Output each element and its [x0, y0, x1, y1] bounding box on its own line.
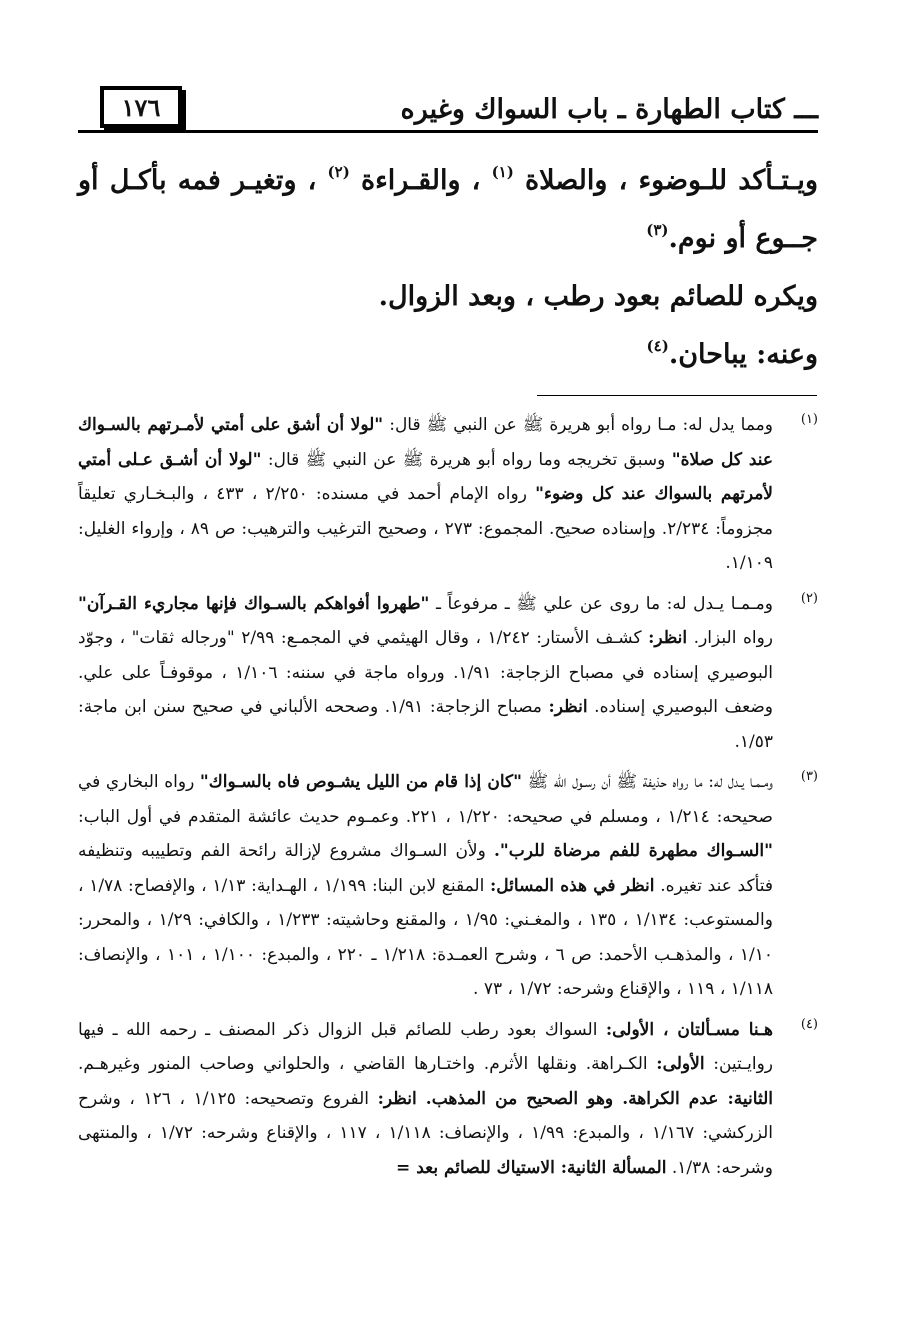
text-span: ومما يدل له: مـا رواه أبو هريرة ﷺ عن النبي ﷺ قال:	[383, 415, 773, 435]
text-span: مصباح الزجاجة: ١/٩١. وصححه الألباني في صحيح سنن ابن ماجة: ١/٥٣.	[78, 697, 773, 752]
text-span: ومـمـا يـدل له: ما روى عن علي ﷺ ـ مرفوعاً ـ	[429, 593, 773, 614]
footnote-2	[78, 587, 818, 760]
text-span: ، والقـراءة	[349, 165, 492, 196]
footnote-ref: (١)	[491, 163, 514, 181]
text-span: يباحان.	[668, 339, 757, 370]
footnote-number: (٣)	[800, 769, 818, 784]
footnote-separator	[537, 395, 817, 396]
text-span: المقنع لابن البنا: ١/١٩٩ ، الهـداية: ١/١٣ ، والإفصاح: ١/٧٨ ، والمستوعب: ١/١٣٤ ، ١٣٥ ، والمغـني: ١/٩٥ ، والمقنع وحاشيته: ١/٢٣٣ ، والكافي: ١/٢٩ ، والمحرر: ١/١٠ ، والمذهـب الأحمد: ص ٦ ، وشرح العمـدة: ١/٢١٨ ـ ٢٢٠ ، والمبدع: ١/١٠٠ ، ١٠١ ، والإنصاف: ١/١١٨ ، ١١٩ ، والإقناع وشرحه: ١/٧٢ ، ٧٣ .	[78, 875, 773, 999]
hadith-quote: "لولا أن أشق على أمتي لأمـرتهم بالسـواك عند كل صلاة"	[78, 415, 774, 470]
text-span: السواك بعود رطب للصائم قبل الزوال ذكر المصنف ـ رحمه الله ـ فيها روايـتين:	[78, 1019, 774, 1074]
text-span: ويـتـأكد للـوضوء ، والصلاة	[513, 165, 818, 196]
running-title: ـــ كتاب الطهارة ـ باب السواك وغيره	[400, 94, 818, 125]
page-header	[78, 84, 818, 144]
text-span: ولأن السـواك مشروع لإزالة رائحة الفم وتطييبه وتنظيفه فتأكد عند تغيره.	[78, 841, 774, 896]
bold-label: انظر:	[548, 697, 588, 717]
text-span: الفروع وتصحيحه: ١/١٢٥ ، ١٢٦ ، وشرح الزركشي: ١/١٦٧ ، والمبدع: ١/٩٩ ، والإنصاف: ١/١١٨ ، ١١٧ ، والإقناع وشرحه: ١/٧٢ ، والمنتهى وشرحه: ١/٣٨.	[78, 1088, 773, 1178]
footnote-text	[78, 587, 773, 760]
opinion-label: وعنه:	[756, 339, 818, 370]
text-span: وسبق تخريجه وما رواه أبو هريرة ﷺ عن النبي ﷺ قال:	[261, 449, 672, 470]
text-span: رواه البخاري في صحيحه: ١/٢١٤ ، ومسلم في صحيحه: ١/٢٢٠ ، ٢٢١. وعمـوم حديث عائشة المتقدم في أول الباب:	[78, 772, 773, 827]
text-span: الكـراهة. ونقلها الأثرم. واختـارها القاضي ، والحلواني وصاحب المنور وغيرهـم.	[78, 1054, 657, 1074]
text-span: رواه الإمام أحمد في مسنده: ٢/٢٥٠ ، ٤٣٣ ، والبـخـاري تعليقاً مجزوماً: ٢/٢٣٤. وإسناده صحيح. المجموع: ٢٧٣ ، وصحيح الترغيب والترهيب: ص ٨٩ ، وإرواء الغليل: ١/١٠٩.	[78, 484, 773, 573]
footnote-text	[78, 408, 773, 581]
footnote-number: (١)	[800, 412, 818, 427]
text-span: رواه البزار.	[687, 628, 773, 648]
footnotes	[78, 408, 818, 1191]
bold-label: هـنا مسـألتان ، الأولى:	[605, 1019, 774, 1040]
footnote-text	[78, 765, 773, 1007]
footnote-ref: (٢)	[327, 163, 350, 181]
footnote-number: (٤)	[800, 1016, 818, 1032]
footnote-1	[78, 408, 818, 581]
hadith-quote: "لولا أن أشـق عـلى أمتي لأمرتهم بالسواك عند كل وضوء"	[78, 449, 773, 504]
paragraph-2: ويكره للصائم بعود رطب ، وبعد الزوال.	[378, 281, 818, 312]
text-span: ، وتغيـر فمه بأكـل أو جــوع أو نوم.	[78, 165, 818, 254]
hadith-quote: "كان إذا قام من الليل يشـوص فاه بالسـواك"	[199, 772, 522, 792]
main-text	[78, 152, 818, 384]
footnote-text	[78, 1013, 773, 1186]
text-span: ومـمـا يـدل له: ما رواه حذيفة ﷺ أن رسـول الله ﷺ	[521, 772, 773, 792]
footnote-3	[78, 765, 818, 1007]
page-number: ١٧٦	[100, 86, 182, 128]
header-rule	[78, 130, 818, 133]
paragraph-3	[78, 326, 818, 384]
hadith-quote: "طهروا أفواهكم بالسـواك فإنها مجاريء القـرآن"	[78, 593, 430, 614]
text-span: كشـف الأستار: ١/٢٤٢ ، وقال الهيثمي في المجمـع: ٢/٩٩ "ورجاله ثقات" ، وجوّد البوصيري إسناده في مصباح الزجاجة: ١/٩١. ورواه ماجة في سننه: ١/١٠٦ ، موقوفـاً على علي. وضعف البوصيري إسناده.	[78, 628, 773, 717]
footnote-ref: (٤)	[646, 337, 669, 355]
bold-label: انظر:	[648, 628, 688, 648]
footnote-ref: (٣)	[646, 221, 669, 239]
paragraph-1	[78, 152, 818, 268]
bold-label: المسألة الثانية: الاستياك للصائم بعد =	[396, 1157, 667, 1178]
bold-label: الأولى:	[656, 1054, 705, 1074]
bold-label: الثانية: عدم الكراهة. وهو الصحيح من المذهب. انظر:	[377, 1088, 773, 1109]
bold-label: انظر في هذه المسائل:	[490, 875, 655, 896]
footnote-4	[78, 1013, 818, 1186]
footnote-number: (٢)	[800, 590, 818, 606]
hadith-quote: "السـواك مطهرة للفم مرضاة للرب".	[494, 841, 773, 861]
